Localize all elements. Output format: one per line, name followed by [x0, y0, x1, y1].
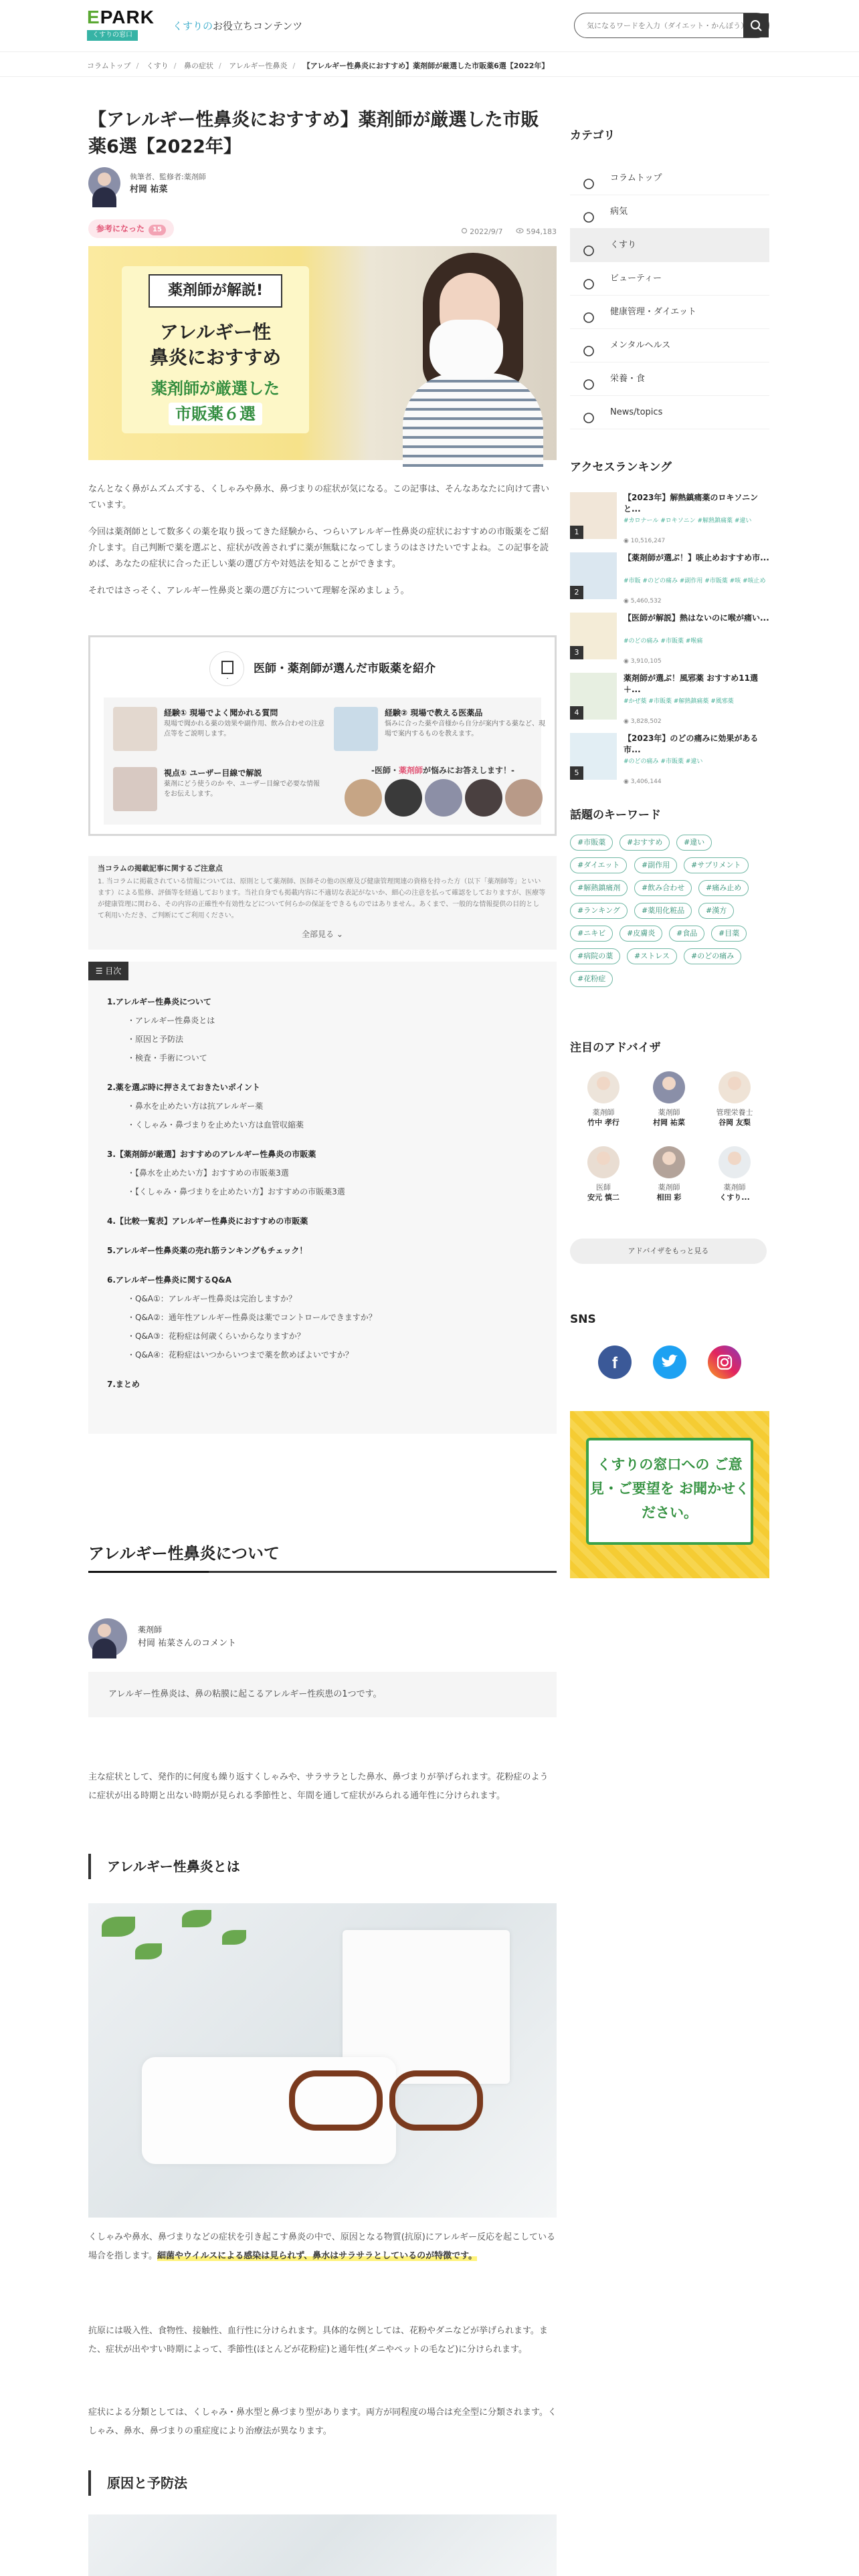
ranking-views	[624, 777, 662, 786]
category-label: ビューティー	[610, 274, 662, 284]
intro-text	[88, 481, 557, 610]
logo-text-rest: PARK	[100, 7, 155, 27]
toc-subitem[interactable]: ・Q&A③：花粉症は何歳くらいからなりますか？	[127, 1331, 305, 1341]
keyword-tag[interactable]: #皮膚炎	[619, 926, 662, 942]
search-icon	[743, 13, 769, 37]
promo-body	[104, 697, 545, 825]
sidebar-item-category[interactable]	[570, 262, 769, 296]
toc-label-text: 目次	[105, 966, 122, 976]
breadcrumb-item[interactable]: くすり	[146, 62, 169, 70]
toc-heading[interactable]: 7.まとめ	[107, 1380, 140, 1389]
glasses-mask-photo	[88, 1903, 557, 2218]
avatar	[587, 1146, 619, 1178]
keyword-tag[interactable]: #病院の薬	[570, 948, 620, 964]
sidebar-item-category[interactable]	[570, 229, 769, 262]
keyword-tag[interactable]: #サプリメント	[684, 857, 749, 873]
divider	[0, 76, 859, 77]
promo-title: 医師・薬剤師が選んだ市販薬を紹介	[254, 662, 436, 675]
breadcrumb: コラムトップ / くすり / 鼻の症状 / アレルギー性鼻炎 / 【アレルギー性鼻炎におすすめ】薬剤師が厳選した市販薬6選【2022年】	[87, 62, 549, 70]
avatar	[88, 1618, 127, 1657]
promo-note-em: 薬剤師	[398, 766, 423, 775]
keyword-tag[interactable]: #花粉症	[570, 971, 613, 987]
keyword-tag[interactable]: #のどの痛み	[684, 948, 741, 964]
toc-subitem[interactable]: ・Q&A②：通年性アレルギー性鼻炎は薬でコントロールできますか？	[127, 1313, 377, 1322]
advisor-role: 薬剤師	[658, 1108, 680, 1117]
promo-item-image	[113, 707, 157, 751]
epark-logo[interactable]	[87, 8, 154, 41]
breadcrumb-item[interactable]: コラムトップ	[87, 62, 131, 70]
keyword-tag[interactable]: #薬用化粧品	[634, 903, 692, 919]
subsection-title: 原因と予防法	[88, 2470, 557, 2496]
toc-heading[interactable]: 1.アレルギー性鼻炎について	[107, 997, 211, 1006]
logo-subtitle: くすりの窓口	[87, 30, 138, 41]
advisors-title: 注目のアドバイザ	[570, 1041, 661, 1055]
breadcrumb-item[interactable]: 鼻の症状	[184, 62, 213, 70]
avatar	[505, 779, 543, 817]
ranking-item[interactable]	[570, 613, 769, 673]
ranking-item[interactable]	[570, 673, 769, 733]
promo-item-desc: 悩みに合った薬や音様から自分が案内する薬など、現場で案内するものを教えます。	[385, 720, 545, 738]
toc-heading[interactable]: 2.薬を選ぶ時に押さえておきたいポイント	[107, 1083, 260, 1092]
ranking-item[interactable]	[570, 492, 769, 552]
avatar	[425, 779, 462, 817]
article-views: 594,183	[526, 227, 557, 236]
helpful-count: 15	[149, 225, 166, 235]
chevron-down-icon: ⌄	[336, 930, 343, 939]
ranking-title-text: 【医師が解説】熱はないのに喉が痛い...	[624, 613, 769, 623]
categories-title: カテゴリ	[570, 129, 615, 142]
ranking-views-count: 3,828,502	[630, 718, 662, 725]
svg-text:・: ・	[225, 677, 230, 681]
logo-text: EPARK	[87, 7, 155, 27]
keyword-tag[interactable]: #市販薬	[570, 835, 613, 851]
ranking-title-text: 【薬剤師が選ぶ！】咳止めおすすめ市...	[624, 553, 769, 562]
ranking-title: アクセスランキング	[570, 461, 672, 474]
keyword-tag[interactable]: #飲み合わせ	[634, 880, 692, 896]
avatar	[719, 1146, 751, 1178]
search-button[interactable]	[743, 13, 769, 37]
feedback-banner[interactable]	[570, 1411, 769, 1578]
breadcrumb-item[interactable]: アレルギー性鼻炎	[229, 62, 288, 70]
advisor-card[interactable]	[642, 1071, 696, 1128]
sidebar-item-category[interactable]	[570, 162, 769, 195]
toc-subitem[interactable]: ・鼻水を止めたい方は抗アレルギー薬	[127, 1101, 264, 1111]
hero-line: 市販薬６選	[169, 403, 262, 425]
ranking-views-count: 3,910,105	[630, 658, 662, 665]
advisor-role: 管理栄養士	[716, 1108, 753, 1117]
promo-item-desc: 薬剤にどう使うのか や、ユーザー目線で必要な情報をお伝えします。	[164, 780, 320, 798]
notice-title: 当コラムの掲載記事に関するご注意点	[98, 864, 223, 873]
eye-icon	[516, 227, 524, 234]
promo-item	[334, 707, 548, 754]
keyword-tag[interactable]: #ランキング	[570, 903, 628, 919]
advisor-role: 薬剤師	[658, 1183, 680, 1192]
avatar	[465, 779, 502, 817]
ranking-views-count: 5,460,532	[630, 598, 662, 605]
ranking-thumbnail	[570, 733, 617, 780]
svg-text:f: f	[612, 1354, 617, 1372]
advisor-name: 村岡 祐菜	[653, 1118, 685, 1127]
author-role: 執筆者、監修者:薬剤師	[130, 173, 206, 181]
avatar	[88, 167, 120, 199]
intro-paragraph: なんとなく鼻がムズムズする、くしゃみや鼻水、鼻づまりの症状が気になる。この記事は、そんなあなたに向けて書いています。	[88, 484, 550, 510]
comment-role: 薬剤師	[138, 1625, 163, 1634]
ranking-thumbnail	[570, 552, 617, 599]
scale-icon	[582, 306, 595, 319]
instagram-icon[interactable]	[708, 1346, 741, 1379]
search-box	[574, 13, 769, 38]
show-all-label: 全部見る	[302, 930, 335, 939]
facebook-icon[interactable]	[598, 1346, 632, 1379]
ranking-views	[624, 536, 665, 546]
keyword-tag[interactable]: #痛み止め	[698, 880, 749, 896]
brain-icon	[582, 339, 595, 352]
avatar	[653, 1071, 685, 1103]
comment-body: アレルギー性鼻炎は、鼻の粘膜に起こるアレルギー性疾患の1つです。	[88, 1672, 557, 1717]
intro-paragraph: 今回は薬剤師として数多くの薬を取り扱ってきた経験から、つらいアレルギー性鼻炎の症状におすすめの市販薬をご紹介します。自己判断で薬を選ぶと、症状が改善されずに薬が無駄になってしまうのはさけたいですよね。この記事を読めば、あなたの症状に合った正しい薬の選び方や対処法を知ることができます。	[88, 527, 549, 569]
advisor-card[interactable]	[708, 1146, 761, 1202]
promo-item	[113, 707, 327, 754]
hero-line: 薬剤師が厳選した	[151, 379, 280, 398]
ranking-number: 5	[570, 766, 583, 780]
body-paragraph: 抗原には吸入性、食物性、接触性、血行性に分けられます。具体的な例としては、花粉やダニなどが挙げられます。また、症状が出やすい時期によって、季節性(ほとんどが花粉症)と通年性(ダニやペットの毛など)に分けられます。	[88, 2326, 548, 2355]
category-label: 病気	[610, 207, 628, 217]
promo-title-row	[90, 651, 555, 687]
banner-text: くすりの窓口への ご意見・ご要望を お聞かせください。	[586, 1438, 753, 1545]
advisor-name: 竹中 孝行	[587, 1118, 619, 1127]
avatar	[385, 779, 422, 817]
toc-subitem[interactable]: ・原因と予防法	[127, 1035, 184, 1044]
promo-item-image	[113, 767, 157, 811]
promo-box	[88, 635, 557, 836]
promo-item-title: 経験① 現場でよく聞かれる質問	[164, 708, 278, 718]
ranking-number: 3	[570, 646, 583, 659]
ranking-views	[624, 657, 662, 666]
advisor-role: 医師	[596, 1183, 611, 1192]
show-all-button[interactable]	[88, 928, 557, 941]
fork-icon	[582, 372, 595, 386]
page-title: 【アレルギー性鼻炎におすすめ】薬剤師が厳選した市販薬6選【2022年】	[88, 110, 539, 157]
hero-image	[88, 246, 557, 460]
refresh-icon	[461, 227, 468, 234]
promo-faces	[345, 778, 541, 818]
toc-heading[interactable]: 4.【比較一覧表】アレルギー性鼻炎におすすめの市販薬	[107, 1216, 308, 1226]
hero-person-illustration	[376, 246, 557, 460]
eye-icon: ◉	[624, 718, 629, 725]
hero-headline	[128, 320, 302, 370]
toc-heading[interactable]: 3.【薬剤師が厳選】おすすめのアレルギー性鼻炎の市販薬	[107, 1150, 316, 1159]
keyword-tag[interactable]: #おすすめ	[619, 835, 670, 851]
site-header	[0, 0, 859, 52]
keyword-tag[interactable]: #ストレス	[627, 948, 677, 964]
ranking-title-text: 【2023年】のどの痛みに効果がある市...	[624, 734, 759, 754]
advisor-name: 谷岡 友梨	[719, 1118, 751, 1127]
subsection-title: アレルギー性鼻炎とは	[88, 1854, 557, 1879]
promo-item-title: 視点① ユーザー目線で解説	[164, 768, 262, 778]
megaphone-icon	[582, 406, 595, 419]
helpful-button[interactable]	[88, 219, 174, 238]
site-subtitle-suffix: お役立ちコンテンツ	[213, 20, 303, 32]
search-input[interactable]	[575, 13, 745, 37]
hero-line: アレルギー性	[159, 321, 272, 343]
beauty-icon	[582, 272, 595, 286]
twitter-icon[interactable]	[653, 1346, 686, 1379]
sidebar-item-category[interactable]	[570, 195, 769, 229]
notice-box	[88, 856, 557, 950]
notice-body: 1. 当コラムに掲載されている情報については、原則として薬剤師、医師その他の医療及び健康管理関連の資格を持った方（以下「薬剤師等」といいます）による監修、評価等を経過しております。当社自身でも掲載内容に不適切な表記がないか、細心の注意を払って確認をしておりますが、医療等が健康管理に関わる、その内容の正確性や有効性などについて何らかの保証をできるものではありません。あくまで、一般的な情報提供の目的として利用いただき、ご判断にてご利用ください。	[98, 878, 546, 920]
advisor-card[interactable]	[577, 1146, 630, 1202]
toc-subitem[interactable]: ・検査・手術について	[127, 1053, 207, 1063]
keyword-tag[interactable]: #漢方	[698, 903, 734, 919]
body-paragraph: 主な症状として、発作的に何度も繰り返すくしゃみや、サラサラとした鼻水、鼻づまりが挙げられます。花粉症のように症状が出る時期と出ない時期が見られる季節性と、年間を通して症状がみられる通年性に分けられます。	[88, 1772, 549, 1801]
more-advisors-button[interactable]: アドバイザをもっと見る	[570, 1239, 767, 1264]
keyword-tag[interactable]: #ダイエット	[570, 857, 627, 873]
keywords-title: 話題のキーワード	[570, 809, 661, 822]
eye-icon: ◉	[624, 538, 629, 544]
category-label: メンタルヘルス	[610, 340, 671, 350]
ranking-number: 2	[570, 586, 583, 599]
ranking-views	[624, 717, 662, 726]
promo-note-post: が悩みにお答えします！-	[423, 766, 514, 775]
list-icon: ☰	[95, 966, 103, 976]
ranking-title-text: 薬剤師が選ぶ！風邪薬 おすすめ11選＋...	[624, 673, 758, 694]
toc-list	[107, 992, 542, 1404]
toc-subitem[interactable]: ・【くしゃみ・鼻づまりを止めたい方】おすすめの市販薬3選	[127, 1187, 345, 1196]
ranking-item[interactable]	[570, 733, 769, 793]
toc-subitem[interactable]: ・Q&A①：アレルギー性鼻炎は完治しますか？	[127, 1294, 296, 1303]
promo-item-desc: 現場で聞かれる薬の効果や副作用、飲み合わせの注意点等をご説明します。	[164, 720, 324, 738]
body-paragraph: 症状による分類としては、くしゃみ・鼻水型と鼻づまり型があります。両方が同程度の場合は充全型に分類されます。くしゃみ、鼻水、鼻づまりの重症度により治療法が異なります。	[88, 2407, 557, 2436]
category-label: News/topics	[610, 407, 663, 417]
intro-paragraph: それではさっそく、アレルギー性鼻炎と薬の選び方について理解を深めましょう。	[88, 586, 409, 596]
ranking-views	[624, 597, 662, 606]
author-info[interactable]	[88, 167, 356, 202]
promo-item-title: 経験② 現場で教える医薬品	[385, 708, 483, 718]
ranking-tags: #市販 #のどの痛み #副作用 #市販薬 #咳 #咳止め	[624, 578, 766, 584]
sidebar-item-category[interactable]	[570, 329, 769, 362]
avatar	[653, 1146, 685, 1178]
category-label: くすり	[610, 240, 637, 250]
body-text: くしゃみや鼻水、鼻づまりなどの症状を引き起こす鼻炎の中で、原因となる物質(抗原)にアレルギー反応を起こしている場合を指します。	[88, 2232, 556, 2261]
eye-icon: ◉	[624, 658, 629, 665]
helpful-label: 参考になった	[96, 224, 145, 233]
advisor-card[interactable]	[708, 1071, 761, 1128]
advisor-name: 安元 慎二	[587, 1193, 619, 1202]
toc-label	[88, 962, 128, 980]
cause-photo	[88, 2514, 557, 2576]
highlighted-text: 細菌やウイルスによる感染は見られず、鼻水はサラサラとしているのが特徴です。	[157, 2251, 478, 2261]
hero-subheadline	[128, 377, 302, 425]
category-label: 健康管理・ダイエット	[610, 307, 696, 317]
site-subtitle-prefix: くすりの	[173, 20, 213, 32]
toc-subitem[interactable]: ・くしゃみ・鼻づまりを止めたい方は血管収縮薬	[127, 1120, 304, 1130]
advisor-role: 薬剤師	[723, 1183, 746, 1192]
avatar	[345, 779, 382, 817]
advisor-card[interactable]	[577, 1071, 630, 1128]
views-block	[516, 227, 557, 236]
sidebar-item-category[interactable]	[570, 296, 769, 329]
kusuri-logo-icon	[209, 651, 244, 686]
ranking-title-text: 【2023年】解熱鎮痛薬のロキソニンと...	[624, 493, 759, 514]
breadcrumb-current: 【アレルギー性鼻炎におすすめ】薬剤師が厳選した市販薬6選【2022年】	[302, 62, 549, 70]
keyword-tag[interactable]: #食品	[669, 926, 704, 942]
eye-icon: ◉	[624, 598, 629, 605]
toc-subitem[interactable]: ・Q&A④：花粉症はいつからいつまで薬を飲めばよいですか？	[127, 1350, 353, 1360]
ranking-views-count: 3,406,144	[630, 778, 662, 785]
promo-item	[113, 767, 327, 814]
keyword-tag[interactable]: #ニキビ	[570, 926, 613, 942]
keyword-tag[interactable]: #副作用	[634, 857, 677, 873]
advisor-name: 相田 彩	[656, 1193, 682, 1202]
section-title: アレルギー性鼻炎について	[88, 1544, 280, 1563]
ranking-tags: #のどの痛み #市販薬 #喉痛	[624, 638, 703, 645]
sidebar-item-category[interactable]	[570, 362, 769, 396]
comment-name: 村岡 祐菜さんのコメント	[138, 1638, 237, 1648]
category-label: コラムトップ	[610, 173, 662, 183]
author-name: 村岡 祐菜	[130, 185, 168, 195]
toc-heading[interactable]: 5.アレルギー性鼻炎薬の売れ筋ランキングもチェック！	[107, 1246, 308, 1255]
ranking-tags: #のどの痛み #市販薬 #違い	[624, 758, 703, 765]
ranking-thumbnail	[570, 613, 617, 659]
ranking-number: 1	[570, 526, 583, 539]
category-label: 栄養・食	[610, 374, 646, 384]
advisor-card[interactable]	[642, 1146, 696, 1202]
keyword-tag[interactable]: #解熱鎮痛剤	[570, 880, 628, 896]
advisor-name: くすり...	[719, 1193, 750, 1202]
promo-item-image	[334, 707, 378, 751]
hero-tag: 薬剤師が解説!	[149, 274, 282, 308]
body-paragraph	[88, 2228, 557, 2266]
avatar	[587, 1071, 619, 1103]
virus-icon	[582, 205, 595, 219]
ranking-tags: #かぜ薬 #市販薬 #解熱鎮痛薬 #風邪薬	[624, 698, 734, 705]
table-of-contents	[88, 962, 557, 1434]
section-heading	[88, 1534, 557, 1573]
ranking-number: 4	[570, 706, 583, 720]
article-meta	[450, 226, 557, 238]
sidebar-item-category[interactable]	[570, 396, 769, 429]
article-date: 2022/9/7	[470, 227, 503, 236]
promo-note-pre: -医師・	[371, 766, 399, 775]
promo-note	[345, 764, 541, 777]
ranking-tags: #カロナール #ロキソニン #解熱鎮痛薬 #違い	[624, 518, 752, 524]
ranking-views-count: 10,516,247	[630, 538, 666, 544]
date-block	[461, 227, 503, 236]
keyword-tag[interactable]: #違い	[676, 835, 712, 851]
ranking-thumbnail	[570, 673, 617, 720]
toc-subitem[interactable]: ・【鼻水を止めたい方】おすすめの市販薬3選	[127, 1168, 289, 1178]
pill-icon	[582, 239, 595, 252]
avatar	[719, 1071, 751, 1103]
sns-title: SNS	[570, 1313, 596, 1326]
keyword-tag[interactable]: #目薬	[711, 926, 747, 942]
toc-subitem[interactable]: ・アレルギー性鼻炎とは	[127, 1016, 215, 1025]
site-subtitle[interactable]	[173, 18, 302, 34]
toc-heading[interactable]: 6.アレルギー性鼻炎に関するQ&A	[107, 1275, 232, 1285]
home-icon	[582, 172, 595, 185]
eye-icon: ◉	[624, 778, 629, 785]
ranking-item[interactable]	[570, 552, 769, 613]
advisor-role: 薬剤師	[592, 1108, 615, 1117]
hero-line: 鼻炎におすすめ	[149, 346, 282, 368]
ranking-thumbnail	[570, 492, 617, 539]
